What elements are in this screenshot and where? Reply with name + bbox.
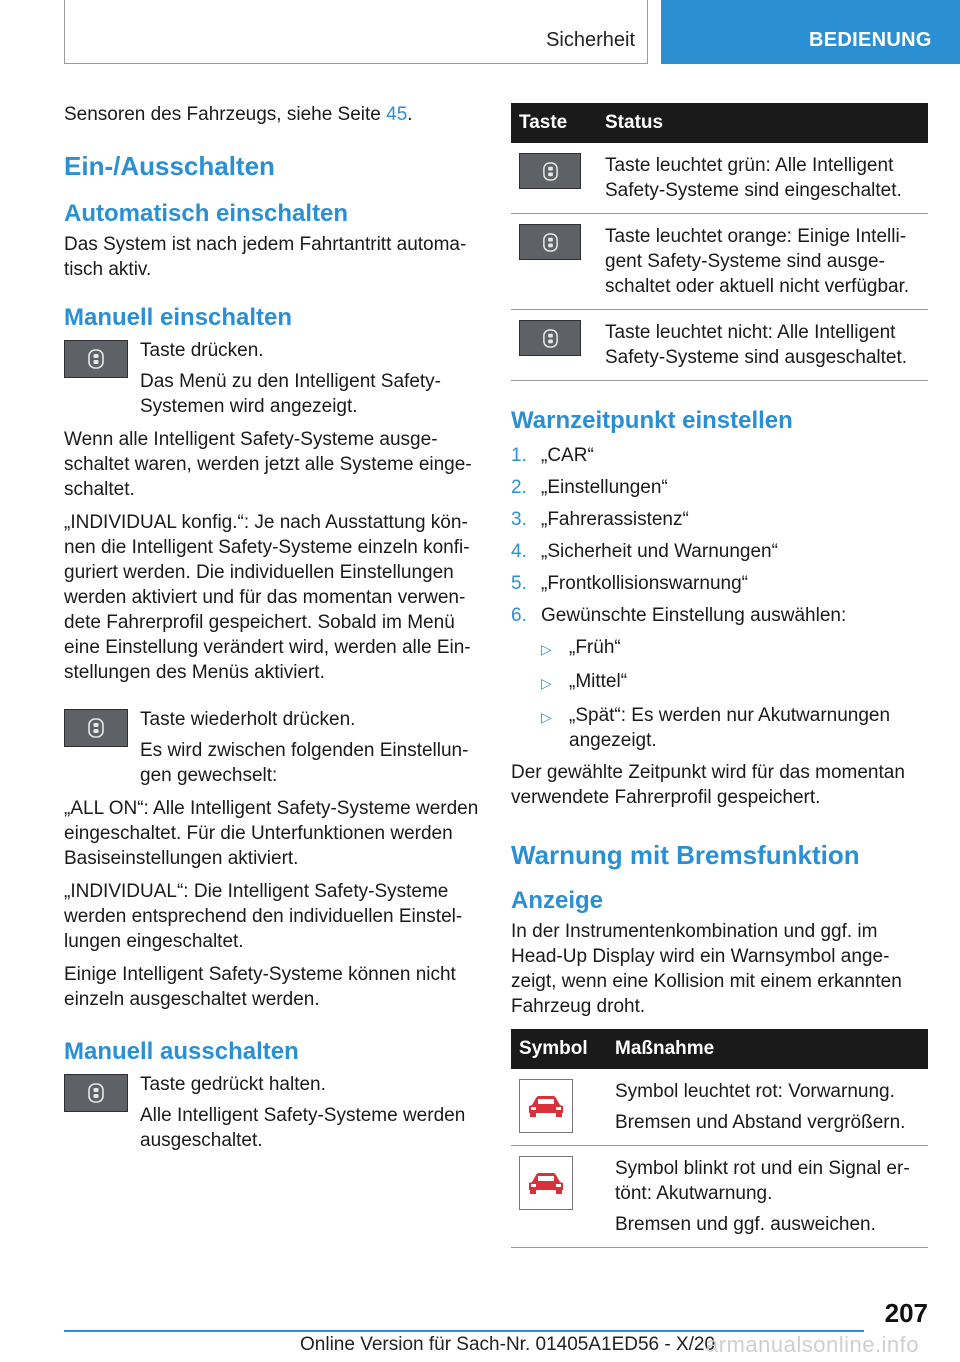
massnahme-line1: Symbol blinkt rot und ein Signal ertönt: Akutwarnung. xyxy=(615,1158,910,1204)
red-car-warning-icon xyxy=(519,1156,573,1210)
list-item xyxy=(511,539,928,564)
heading-manuell-ausschalten: Manuell ausschalten xyxy=(64,1038,299,1065)
footer-version-text: Online Version für Sach-Nr. 01405A1ED56 - X/20 xyxy=(300,1334,716,1355)
heading-automatisch-einschalten: Automatisch einschalten xyxy=(64,200,349,227)
right-column xyxy=(511,103,928,1248)
status-table xyxy=(511,103,928,381)
page-number: 207 xyxy=(884,1298,928,1328)
symbol-table-header-massnahme: Maßnahme xyxy=(607,1029,928,1069)
paragraph-all-on-mode: „ALL ON“: Alle Intelligent Safety-Systeme werden eingeschaltet. Für die Unterfunktionen werden Basiseinstellungen aktiviert. xyxy=(64,798,479,869)
triangle-bullet-icon: ▷ xyxy=(541,709,552,725)
intro-text: Sensoren des Fahrzeugs, siehe Seite xyxy=(64,104,387,125)
step-text: „Fahrerassistenz“ xyxy=(541,509,689,530)
auto-text: Das System ist nach jedem Fahrtantritt automatisch aktiv. xyxy=(64,234,467,280)
paragraph-all-on: Wenn alle Intelligent Safety-Systeme ausgeschaltet waren, werden jetzt alle Systeme eingeschaltet. xyxy=(64,429,472,500)
intelligent-safety-key-icon xyxy=(519,153,581,189)
step-number: 2. xyxy=(511,477,527,498)
paragraph-saved-profile: Der gewählte Zeitpunkt wird für das momentan verwendete Fahrerprofil gespeichert. xyxy=(511,762,905,808)
step-number: 3. xyxy=(511,509,527,530)
symbol-table xyxy=(511,1029,928,1248)
list-item xyxy=(511,475,928,500)
list-item xyxy=(511,603,928,628)
intelligent-safety-key-icon xyxy=(64,709,128,747)
heading-ein-ausschalten: Ein-/Ausschalten xyxy=(64,151,275,181)
option-text: „Früh“ xyxy=(569,637,621,658)
massnahme-line2: Bremsen und Abstand vergrößern. xyxy=(615,1112,906,1133)
table-row xyxy=(511,1069,928,1146)
heading-manuell-einschalten: Manuell einschalten xyxy=(64,304,293,331)
key-instruction-repeat xyxy=(64,707,479,788)
step-number: 6. xyxy=(511,605,527,626)
status-table-header-taste: Taste xyxy=(511,103,597,143)
watermark: armanualsonline.info xyxy=(706,1332,920,1357)
status-text: Taste leuchtet nicht: Alle Intelligent Safety-Systeme sind ausgeschaltet. xyxy=(597,310,928,381)
key-hold-line1: Taste gedrückt halten. xyxy=(140,1074,326,1095)
section-title: Sicherheit xyxy=(546,29,635,51)
triangle-bullet-icon: ▷ xyxy=(541,675,552,691)
status-table-header-status: Status xyxy=(597,103,928,143)
triangle-bullet-icon: ▷ xyxy=(541,641,552,657)
header-section-box xyxy=(64,0,648,64)
step-text: „Einstellungen“ xyxy=(541,477,668,498)
red-car-warning-icon xyxy=(519,1079,573,1133)
status-text: Taste leuchtet orange: Einige Intelligent Safety-Systeme sind ausgeschaltet oder aktuell nicht verfügbar. xyxy=(597,214,928,310)
list-item xyxy=(541,635,928,662)
key-press-line1: Taste drücken. xyxy=(140,340,264,361)
options-list xyxy=(541,635,928,753)
key-repeat-line1: Taste wiederholt drücken. xyxy=(140,709,356,730)
step-number: 4. xyxy=(511,541,527,562)
table-row xyxy=(511,214,928,310)
table-row xyxy=(511,310,928,381)
list-item xyxy=(541,703,928,753)
step-text: „CAR“ xyxy=(541,445,594,466)
heading-warnzeitpunkt: Warnzeitpunkt einstellen xyxy=(511,407,793,434)
key-repeat-text xyxy=(140,707,479,788)
step-text: Gewünschte Einstellung auswählen: xyxy=(541,605,847,626)
intelligent-safety-key-icon xyxy=(519,320,581,356)
table-row xyxy=(511,143,928,214)
list-item xyxy=(511,507,928,532)
intro-end: . xyxy=(407,104,413,125)
key-press-line2: Das Menü zu den Intelligent Safety-Systemen wird angezeigt. xyxy=(140,371,442,417)
settings-steps-list xyxy=(511,443,928,628)
heading-anzeige: Anzeige xyxy=(511,887,604,914)
table-row xyxy=(511,1146,928,1248)
massnahme-line2: Bremsen und ggf. ausweichen. xyxy=(615,1214,876,1235)
step-number: 5. xyxy=(511,573,527,594)
option-text: „Spät“: Es werden nur Akutwarnungen angezeigt. xyxy=(569,705,891,751)
massnahme-line1: Symbol leuchtet rot: Vorwarnung. xyxy=(615,1081,895,1102)
key-repeat-line2: Es wird zwischen folgenden Einstellungen gewechselt: xyxy=(140,740,469,786)
heading-warnung-bremsfunktion: Warnung mit Bremsfunktion xyxy=(511,840,860,870)
massnahme-cell xyxy=(607,1146,928,1248)
left-column xyxy=(64,100,479,1153)
intelligent-safety-key-icon xyxy=(519,224,581,260)
intelligent-safety-key-icon xyxy=(64,1074,128,1112)
massnahme-cell xyxy=(607,1069,928,1146)
key-instruction-press xyxy=(64,338,479,419)
page-reference-link[interactable]: 45 xyxy=(386,104,408,125)
key-hold-text xyxy=(140,1072,479,1153)
intelligent-safety-key-icon xyxy=(64,340,128,378)
status-text: Taste leuchtet grün: Alle Intelligent Safety-Systeme sind eingeschaltet. xyxy=(597,143,928,214)
step-text: „Sicherheit und Warnungen“ xyxy=(541,541,778,562)
key-hold-line2: Alle Intelligent Safety-Systeme werden ausgeschaltet. xyxy=(140,1105,466,1151)
list-item xyxy=(541,669,928,696)
paragraph-individual-konfig: „INDIVIDUAL konfig.“: Je nach Ausstattung können die Intelligent Safety-Systeme einzeln konfiguriert werden. Die individuellen Einstellungen werden aktiviert und für das momentan verwendete Fahrerprofil gespeichert. Sobald im Menü eine Einstellung verändert wird, werden alle Einstellungen des Menüs aktiviert. xyxy=(64,512,471,683)
list-item xyxy=(511,571,928,596)
intro-paragraph xyxy=(64,102,479,127)
step-number: 1. xyxy=(511,445,527,466)
paragraph-not-individually: Einige Intelligent Safety-Systeme können nicht einzeln ausgeschaltet werden. xyxy=(64,964,456,1010)
symbol-table-header-symbol: Symbol xyxy=(511,1029,607,1069)
option-text: „Mittel“ xyxy=(569,671,628,692)
key-instruction-hold xyxy=(64,1072,479,1153)
key-press-text xyxy=(140,338,479,419)
step-text: „Frontkollisionswarnung“ xyxy=(541,573,748,594)
list-item xyxy=(511,443,928,468)
paragraph-anzeige: In der Instrumentenkombination und ggf. im Head-Up Display wird ein Warnsymbol angezeigt, wenn eine Kollision mit einem erkannten Fahrzeug droht. xyxy=(511,921,902,1017)
chapter-tab[interactable]: BEDIENUNG xyxy=(661,0,960,64)
paragraph-individual-mode: „INDIVIDUAL“: Die Intelligent Safety-Systeme werden entsprechend den individuellen Einstellungen eingeschaltet. xyxy=(64,881,463,952)
